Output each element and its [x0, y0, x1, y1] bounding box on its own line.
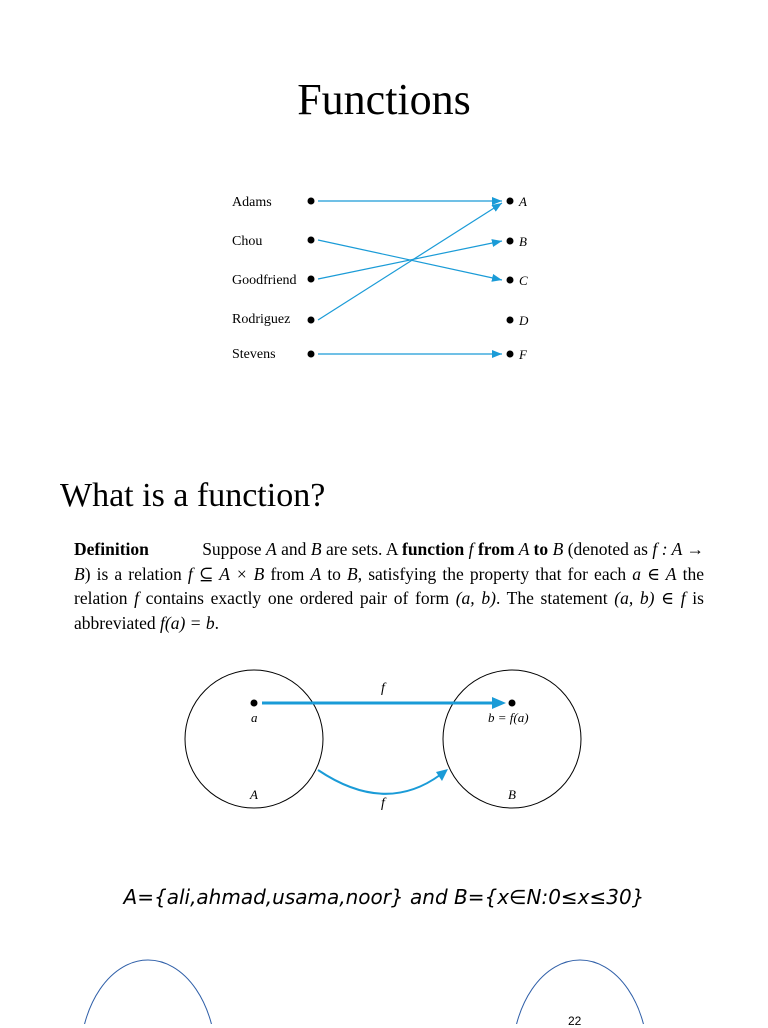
- definition-fragment: (denoted as: [563, 539, 653, 559]
- codomain-set-label: B: [508, 787, 516, 802]
- definition-fragment: are sets. A: [321, 539, 402, 559]
- definition-fragment: function: [402, 539, 465, 559]
- definition-fragment: (a, b): [455, 588, 496, 608]
- codomain-label: D: [519, 313, 529, 328]
- definition-fragment: , satisfying the property that for each: [357, 563, 633, 584]
- arrow-bottom-label: f: [381, 796, 385, 811]
- codomain-point: [507, 317, 514, 324]
- page-number: 22: [568, 1014, 582, 1028]
- domain-point: [308, 351, 315, 358]
- point-a: [251, 700, 258, 707]
- point-b-label: b = f(a): [488, 710, 529, 725]
- domain-point: [308, 237, 315, 244]
- domain-label: Stevens: [232, 347, 276, 362]
- arrow-top-label: f: [381, 681, 385, 696]
- mapping-arrow: [318, 241, 502, 279]
- definition-fragment: A: [310, 563, 322, 584]
- definition-fragment: . The statement: [495, 588, 615, 608]
- definition-fragment: A: [514, 539, 534, 559]
- definition-fragment: .: [214, 612, 219, 633]
- point-a-label: a: [251, 710, 258, 725]
- domain-label: Goodfriend: [232, 273, 297, 288]
- codomain-label: C: [519, 273, 528, 288]
- definition-fragment: to: [321, 563, 348, 584]
- codomain-point: [507, 198, 514, 205]
- domain-point: [308, 317, 315, 324]
- definition-fragment: f ⊆ A × B: [187, 563, 265, 584]
- domain-label: Adams: [232, 195, 272, 210]
- codomain-point: [507, 238, 514, 245]
- codomain-label: B: [519, 234, 527, 249]
- codomain-point: [507, 351, 514, 358]
- mapping-arrow: [318, 203, 502, 320]
- function-arrow-bottom: [318, 770, 440, 794]
- definition-text: [74, 537, 704, 635]
- set-diagram: [185, 670, 581, 811]
- definition-fragment: (a, b) ∈ f: [614, 588, 686, 608]
- definition-fragment: a ∈ A: [632, 563, 677, 584]
- sets-statement: A={ali,ahmad,usama,noor} and B={x∈N:0≤x≤30}: [123, 885, 645, 909]
- definition-fragment: is abbreviated: [74, 588, 704, 633]
- domain-set-label: A: [250, 787, 258, 802]
- section-heading: What is a function?: [60, 477, 326, 514]
- arrowhead-top: [492, 697, 506, 709]
- codomain-label: A: [519, 194, 527, 209]
- definition-fragment: the relation: [74, 563, 704, 608]
- definition-fragment: B: [310, 539, 322, 559]
- definition-fragment: f: [464, 539, 478, 559]
- domain-label: Rodriguez: [232, 312, 291, 327]
- codomain-point: [507, 277, 514, 284]
- definition-fragment: to: [533, 539, 549, 559]
- point-b: [509, 700, 516, 707]
- domain-label: Chou: [232, 234, 263, 249]
- definition-fragment: B: [548, 539, 564, 559]
- definition-fragment: Suppose: [202, 539, 266, 559]
- definition-fragment: A: [265, 539, 277, 559]
- domain-point: [308, 276, 315, 283]
- definition-fragment: f(a) = b: [160, 612, 215, 633]
- domain-point: [308, 198, 315, 205]
- definition-fragment: ) is a relation: [84, 563, 188, 584]
- definition-fragment: f: [134, 588, 139, 608]
- definition-fragment: B: [347, 563, 358, 584]
- slide-title: Functions: [297, 75, 471, 124]
- definition-fragment: from: [264, 563, 311, 584]
- definition-fragment: contains exactly one ordered pair of form: [139, 588, 456, 608]
- definition-heading: Definition: [74, 539, 149, 559]
- definition-fragment: from: [477, 539, 515, 559]
- definition-fragment: f : A → B: [74, 539, 704, 584]
- domain-oval: [80, 960, 216, 1024]
- arrowhead-bottom: [436, 769, 448, 781]
- codomain-label: F: [519, 347, 527, 362]
- definition-fragment: and: [276, 539, 311, 559]
